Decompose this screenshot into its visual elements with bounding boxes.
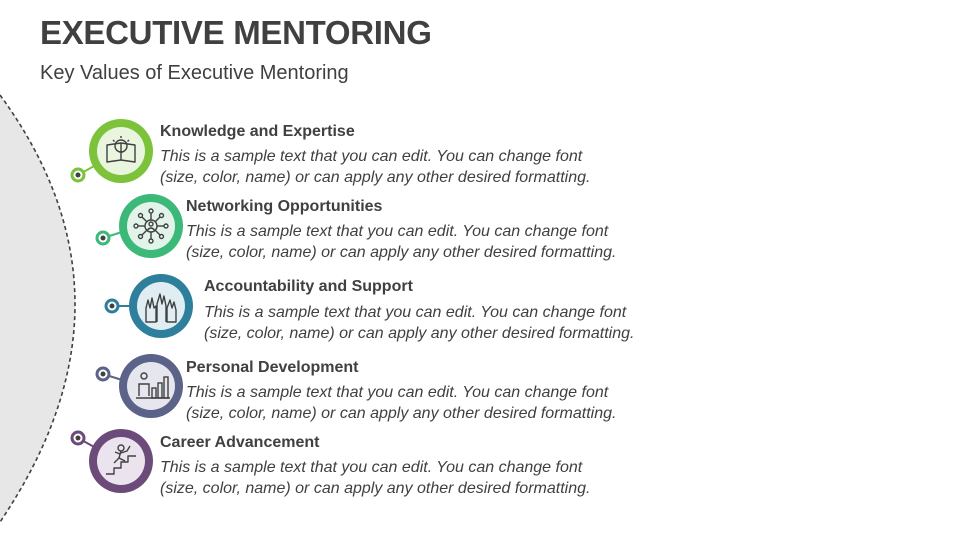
node-networking <box>97 194 183 258</box>
item-desc-personal <box>186 382 616 424</box>
desc-line: This is a sample text that you can edit. You can change font <box>160 459 583 476</box>
node-accountability <box>106 274 193 338</box>
desc-line: This is a sample text that you can edit. You can change font <box>186 223 609 240</box>
desc-line: This is a sample text that you can edit. You can change font <box>186 384 609 401</box>
page-subtitle: Key Values of Executive Mentoring <box>40 62 349 84</box>
item-desc-career <box>160 457 590 499</box>
connector-dot-center <box>110 304 115 309</box>
icon-disc <box>137 282 185 330</box>
connector-dot-center <box>76 173 81 178</box>
desc-line: (size, color, name) or can apply any other desired formatting. <box>186 244 617 261</box>
node-career <box>72 429 153 493</box>
item-desc-networking <box>186 221 616 263</box>
item-title-accountability: Accountability and Support <box>204 278 413 295</box>
connector-dot-center <box>101 236 106 241</box>
page-title: EXECUTIVE MENTORING <box>40 14 432 51</box>
item-title-networking: Networking Opportunities <box>186 198 383 215</box>
item-desc-knowledge <box>160 146 590 188</box>
connector-dot-center <box>76 436 81 441</box>
desc-line: (size, color, name) or can apply any other desired formatting. <box>160 169 591 186</box>
desc-line: (size, color, name) or can apply any other desired formatting. <box>204 325 635 342</box>
desc-line: (size, color, name) or can apply any other desired formatting. <box>186 405 617 422</box>
network-person-icon <box>134 209 168 243</box>
item-title-personal: Personal Development <box>186 359 359 376</box>
item-desc-accountability <box>204 302 634 344</box>
node-knowledge <box>72 119 153 183</box>
node-personal <box>97 354 183 418</box>
icon-disc <box>97 437 145 485</box>
item-title-knowledge: Knowledge and Expertise <box>160 123 355 140</box>
desc-line: This is a sample text that you can edit. You can change font <box>160 148 583 165</box>
desc-line: (size, color, name) or can apply any other desired formatting. <box>160 480 591 497</box>
connector-dot-center <box>101 372 106 377</box>
desc-line: This is a sample text that you can edit. You can change font <box>204 304 627 321</box>
item-title-career: Career Advancement <box>160 434 320 451</box>
